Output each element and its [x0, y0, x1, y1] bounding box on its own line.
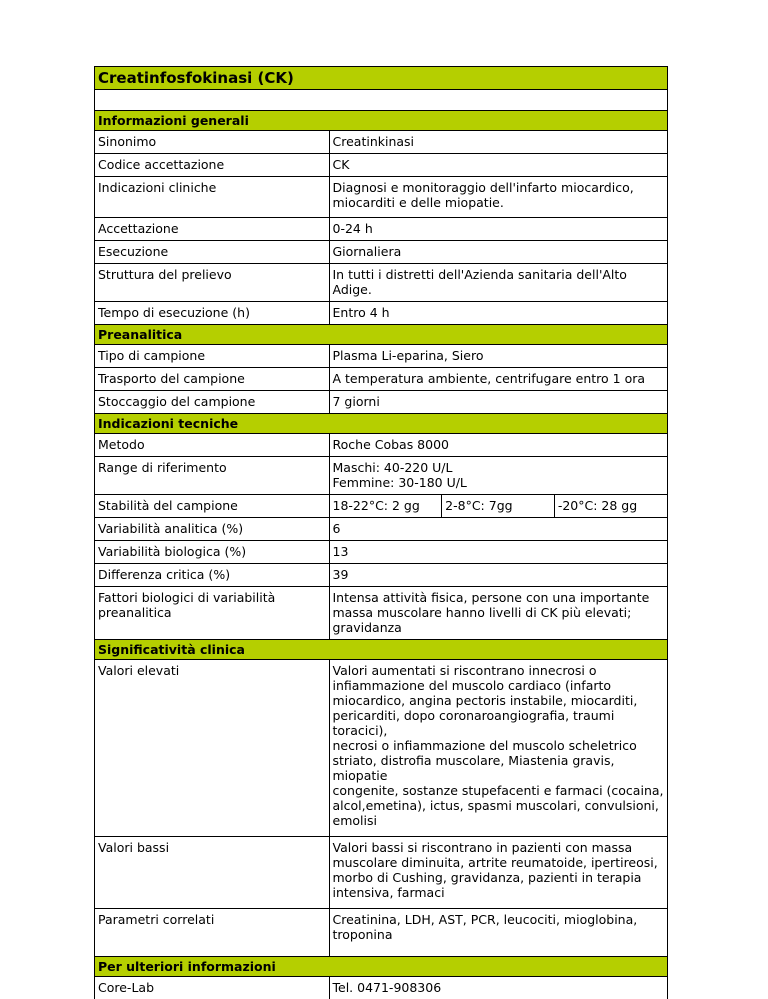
- section-heading-informazioni-generali: Informazioni generali: [95, 111, 667, 131]
- row-label: Accettazione: [95, 218, 329, 241]
- table-row: [95, 457, 667, 495]
- row-label: Range di riferimento: [95, 457, 329, 495]
- row-value: Plasma Li-eparina, Siero: [329, 345, 667, 368]
- table-row: [95, 177, 667, 218]
- section-table-ulteriori-informazioni: [95, 977, 667, 999]
- table-row: [95, 345, 667, 368]
- row-value: Roche Cobas 8000: [329, 434, 667, 457]
- row-value: Tel. 0471-908306: [332, 980, 442, 995]
- table-row: [95, 131, 667, 154]
- row-value: 6: [329, 518, 667, 541]
- row-value: In tutti i distretti dell'Azienda sanitaria dell'Alto Adige.: [329, 264, 667, 302]
- table-row: [95, 264, 667, 302]
- table-row: [95, 434, 667, 457]
- row-value: CK: [329, 154, 667, 177]
- row-label: Valori elevati: [95, 660, 329, 837]
- info-sheet: [94, 66, 668, 999]
- row-value: Creatinkinasi: [329, 131, 667, 154]
- table-row: [95, 909, 667, 957]
- table-row: [95, 660, 667, 837]
- row-label: Stoccaggio del campione: [95, 391, 329, 414]
- row-value: Valori aumentati si riscontrano innecrosi o infiammazione del muscolo cardiaco (infarto miocardico, angina pectoris instabile, miocarditi, pericarditi, dopo coronaroangiografia, traumi toracici), necrosi o infiammazione del muscolo scheletrico striato, distrofia muscolare, Miastenia gravis, miopatie congenite, sostanze stupefacenti e farmaci (cocaina, alcol,emetina), ictus, spasmi muscolari, convulsioni, emolisi: [329, 660, 667, 837]
- section-heading-ulteriori-informazioni: Per ulteriori informazioni: [95, 957, 667, 977]
- row-value: 7 giorni: [329, 391, 667, 414]
- row-value: Diagnosi e monitoraggio dell'infarto miocardico, miocarditi e delle miopatie.: [329, 177, 667, 218]
- section-table-preanalitica: [95, 345, 667, 414]
- row-label: Metodo: [95, 434, 329, 457]
- row-label: Codice accettazione: [95, 154, 329, 177]
- section-heading-preanalitica: Preanalitica: [95, 325, 667, 345]
- row-label: Fattori biologici di variabilità preanalitica: [95, 587, 329, 640]
- table-row: [95, 977, 667, 999]
- table-row: [95, 154, 667, 177]
- row-value: Entro 4 h: [329, 302, 667, 325]
- row-value: A temperatura ambiente, centrifugare entro 1 ora: [329, 368, 667, 391]
- table-row: [95, 302, 667, 325]
- table-row: [95, 837, 667, 909]
- row-label: Trasporto del campione: [95, 368, 329, 391]
- table-row: [95, 518, 667, 541]
- row-value: Giornaliera: [329, 241, 667, 264]
- table-row: [95, 541, 667, 564]
- title-spacer: [95, 90, 667, 111]
- table-row: [95, 391, 667, 414]
- row-label: Struttura del prelievo: [95, 264, 329, 302]
- table-row: [95, 587, 667, 640]
- row-label: Variabilità analitica (%): [95, 518, 329, 541]
- row-value-room-temp: 18-22°C: 2 gg: [329, 495, 442, 518]
- document-title: Creatinfosfokinasi (CK): [95, 66, 667, 90]
- row-label: Parametri correlati: [95, 909, 329, 957]
- row-value: Maschi: 40-220 U/L Femmine: 30-180 U/L: [329, 457, 667, 495]
- section-table-informazioni-generali: [95, 131, 667, 325]
- row-label: Sinonimo: [95, 131, 329, 154]
- row-value-frozen: -20°C: 28 gg: [554, 495, 667, 518]
- table-row: [95, 368, 667, 391]
- row-value: 0-24 h: [329, 218, 667, 241]
- row-label: Differenza critica (%): [95, 564, 329, 587]
- row-value-fridge: 2-8°C: 7gg: [442, 495, 555, 518]
- row-value: 39: [329, 564, 667, 587]
- row-label: Indicazioni cliniche: [95, 177, 329, 218]
- section-heading-indicazioni-tecniche: Indicazioni tecniche: [95, 414, 667, 434]
- table-row: [95, 218, 667, 241]
- row-value: 13: [329, 541, 667, 564]
- row-value: Creatinina, LDH, AST, PCR, leucociti, mioglobina, troponina: [329, 909, 667, 957]
- section-table-indicazioni-tecniche: [95, 434, 667, 640]
- row-label: Tempo di esecuzione (h): [95, 302, 329, 325]
- table-row: [95, 241, 667, 264]
- section-heading-significativita-clinica: Significatività clinica: [95, 640, 667, 660]
- row-label: Variabilità biologica (%): [95, 541, 329, 564]
- row-label: Tipo di campione: [95, 345, 329, 368]
- table-row: [95, 495, 667, 518]
- table-row: [95, 564, 667, 587]
- row-label: Stabilità del campione: [95, 495, 329, 518]
- row-label: Valori bassi: [95, 837, 329, 909]
- row-label: Esecuzione: [95, 241, 329, 264]
- row-value: Valori bassi si riscontrano in pazienti con massa muscolare diminuita, artrite reumatoide, ipertireosi, morbo di Cushing, gravidanza, pazienti in terapia intensiva, farmaci: [329, 837, 667, 909]
- row-value: Intensa attività fisica, persone con una importante massa muscolare hanno livelli di CK più elevati; gravidanza: [329, 587, 667, 640]
- section-table-significativita-clinica: [95, 660, 667, 957]
- row-label: Core-Lab: [95, 977, 329, 999]
